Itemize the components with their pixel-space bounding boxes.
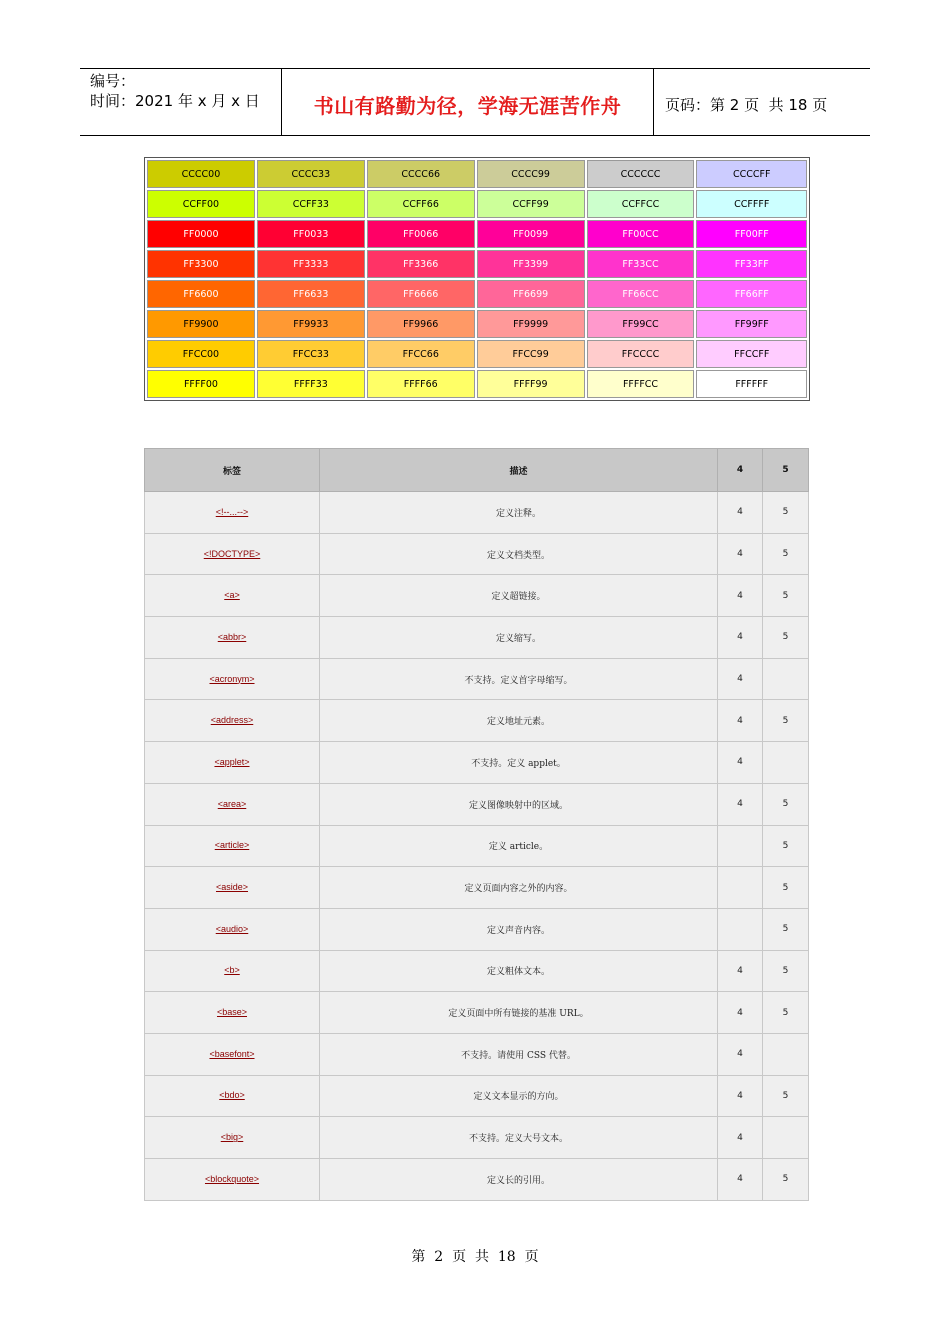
table-row bbox=[145, 825, 809, 867]
color-swatch: CCFFCC bbox=[587, 190, 695, 218]
color-swatch: FFFF66 bbox=[367, 370, 475, 398]
tag-link[interactable]: <article> bbox=[214, 840, 250, 851]
table-row bbox=[145, 533, 809, 575]
color-swatch: CCCCCC bbox=[587, 160, 695, 188]
table-row bbox=[145, 1033, 809, 1075]
table-row bbox=[145, 1075, 809, 1117]
header-description: 描述 bbox=[320, 449, 718, 492]
tag-cell bbox=[145, 1033, 320, 1075]
html4-support-cell: 4 bbox=[718, 992, 763, 1034]
description-cell: 不支持。定义首字母缩写。 bbox=[320, 658, 718, 700]
tag-link[interactable]: <blockquote> bbox=[204, 1173, 260, 1184]
table-row bbox=[145, 950, 809, 992]
color-table bbox=[144, 157, 810, 401]
html5-support-cell bbox=[763, 1033, 809, 1075]
color-swatch: FFCC00 bbox=[147, 340, 255, 368]
tag-cell bbox=[145, 1075, 320, 1117]
tag-link[interactable]: <bdo> bbox=[219, 1090, 245, 1101]
color-swatch: CCFFFF bbox=[696, 190, 807, 218]
html5-support-cell: 5 bbox=[763, 617, 809, 659]
html4-support-cell: 4 bbox=[718, 1117, 763, 1159]
tag-cell bbox=[145, 492, 320, 534]
color-swatch: FFCC66 bbox=[367, 340, 475, 368]
color-swatch: FFFF00 bbox=[147, 370, 255, 398]
tag-cell bbox=[145, 742, 320, 784]
description-cell: 定义长的引用。 bbox=[320, 1159, 718, 1201]
table-row bbox=[145, 700, 809, 742]
html5-support-cell: 5 bbox=[763, 950, 809, 992]
header-html5: 5 bbox=[763, 449, 809, 492]
color-swatch: FF33FF bbox=[696, 250, 807, 278]
color-row bbox=[147, 310, 807, 338]
color-swatch: FFFFCC bbox=[587, 370, 695, 398]
time-label: 时间：2021 年 x 月 x 日 bbox=[90, 92, 260, 110]
description-cell: 定义文档类型。 bbox=[320, 533, 718, 575]
html5-support-cell: 5 bbox=[763, 783, 809, 825]
tag-link[interactable]: <applet> bbox=[214, 756, 250, 767]
table-row bbox=[145, 867, 809, 909]
table-row bbox=[145, 908, 809, 950]
html4-support-cell: 4 bbox=[718, 492, 763, 534]
tag-link[interactable]: <big> bbox=[220, 1132, 244, 1143]
color-swatch: FF3333 bbox=[257, 250, 365, 278]
html4-support-cell: 4 bbox=[718, 783, 763, 825]
html5-support-cell bbox=[763, 658, 809, 700]
tag-link[interactable]: <a> bbox=[224, 590, 240, 601]
tag-link[interactable]: <basefont> bbox=[209, 1048, 255, 1059]
color-row bbox=[147, 190, 807, 218]
color-swatch: FF3366 bbox=[367, 250, 475, 278]
html4-support-cell bbox=[718, 867, 763, 909]
html5-support-cell: 5 bbox=[763, 1075, 809, 1117]
description-cell: 不支持。请使用 CSS 代替。 bbox=[320, 1033, 718, 1075]
color-row bbox=[147, 250, 807, 278]
color-swatch: FF0099 bbox=[477, 220, 585, 248]
html5-support-cell bbox=[763, 742, 809, 784]
html4-support-cell: 4 bbox=[718, 1075, 763, 1117]
tag-cell bbox=[145, 908, 320, 950]
description-cell: 定义声音内容。 bbox=[320, 908, 718, 950]
color-row bbox=[147, 220, 807, 248]
html4-support-cell: 4 bbox=[718, 1159, 763, 1201]
color-swatch: CCCC33 bbox=[257, 160, 365, 188]
description-cell: 定义页面中所有链接的基准 URL。 bbox=[320, 992, 718, 1034]
tag-cell bbox=[145, 658, 320, 700]
html4-support-cell: 4 bbox=[718, 658, 763, 700]
table-row bbox=[145, 742, 809, 784]
description-cell: 定义缩写。 bbox=[320, 617, 718, 659]
table-row bbox=[145, 1117, 809, 1159]
description-cell: 定义文本显示的方向。 bbox=[320, 1075, 718, 1117]
header-html4: 4 bbox=[718, 449, 763, 492]
tag-link[interactable]: <area> bbox=[217, 798, 247, 809]
tag-cell bbox=[145, 575, 320, 617]
color-swatch: FF0066 bbox=[367, 220, 475, 248]
color-swatch: FFFFFF bbox=[696, 370, 807, 398]
tag-cell bbox=[145, 825, 320, 867]
page-header bbox=[80, 68, 870, 136]
header-tag: 标签 bbox=[145, 449, 320, 492]
color-swatch: FFFF33 bbox=[257, 370, 365, 398]
html5-support-cell: 5 bbox=[763, 825, 809, 867]
table-row bbox=[145, 658, 809, 700]
table-row bbox=[145, 617, 809, 659]
color-swatch: FF33CC bbox=[587, 250, 695, 278]
header-meta bbox=[80, 69, 282, 135]
table-row bbox=[145, 992, 809, 1034]
tag-cell bbox=[145, 783, 320, 825]
tag-table-header-row bbox=[145, 449, 809, 492]
color-swatch: FF9900 bbox=[147, 310, 255, 338]
tag-cell bbox=[145, 1117, 320, 1159]
color-swatch: FF9966 bbox=[367, 310, 475, 338]
color-swatch: FFCCCC bbox=[587, 340, 695, 368]
color-row bbox=[147, 340, 807, 368]
tag-cell bbox=[145, 950, 320, 992]
color-swatch: FF66FF bbox=[696, 280, 807, 308]
description-cell: 定义注释。 bbox=[320, 492, 718, 534]
color-swatch: FFCC99 bbox=[477, 340, 585, 368]
color-swatch: CCFF99 bbox=[477, 190, 585, 218]
tag-cell bbox=[145, 1159, 320, 1201]
tag-link[interactable]: <aside> bbox=[215, 882, 249, 893]
color-swatch: FF66CC bbox=[587, 280, 695, 308]
html5-support-cell: 5 bbox=[763, 908, 809, 950]
table-row bbox=[145, 1159, 809, 1201]
color-swatch: FF0033 bbox=[257, 220, 365, 248]
color-swatch: FF9933 bbox=[257, 310, 365, 338]
color-swatch: CCFF33 bbox=[257, 190, 365, 218]
color-swatch: CCFF00 bbox=[147, 190, 255, 218]
color-swatch: FF00CC bbox=[587, 220, 695, 248]
tag-cell bbox=[145, 992, 320, 1034]
html5-support-cell: 5 bbox=[763, 867, 809, 909]
tag-cell bbox=[145, 700, 320, 742]
color-swatch: CCCC00 bbox=[147, 160, 255, 188]
table-row bbox=[145, 492, 809, 534]
table-row bbox=[145, 575, 809, 617]
color-swatch: FF9999 bbox=[477, 310, 585, 338]
color-swatch: FF3399 bbox=[477, 250, 585, 278]
html4-support-cell: 4 bbox=[718, 617, 763, 659]
color-swatch: FF6666 bbox=[367, 280, 475, 308]
color-swatch: FF00FF bbox=[696, 220, 807, 248]
color-swatch: CCCCFF bbox=[696, 160, 807, 188]
tag-link[interactable]: <base> bbox=[216, 1007, 248, 1018]
description-cell: 定义超链接。 bbox=[320, 575, 718, 617]
description-cell: 定义粗体文本。 bbox=[320, 950, 718, 992]
tag-link[interactable]: <!--...--> bbox=[215, 506, 249, 517]
color-swatch: FF3300 bbox=[147, 250, 255, 278]
html4-support-cell: 4 bbox=[718, 700, 763, 742]
tag-table bbox=[144, 448, 809, 1201]
color-swatch: CCFF66 bbox=[367, 190, 475, 218]
color-swatch: FF6633 bbox=[257, 280, 365, 308]
html4-support-cell: 4 bbox=[718, 575, 763, 617]
description-cell: 定义 article。 bbox=[320, 825, 718, 867]
html4-support-cell: 4 bbox=[718, 950, 763, 992]
color-swatch: FF6600 bbox=[147, 280, 255, 308]
description-cell: 不支持。定义大号文本。 bbox=[320, 1117, 718, 1159]
html4-support-cell: 4 bbox=[718, 533, 763, 575]
color-swatch: FF99FF bbox=[696, 310, 807, 338]
tag-cell bbox=[145, 533, 320, 575]
color-swatch: FF99CC bbox=[587, 310, 695, 338]
html5-support-cell bbox=[763, 1117, 809, 1159]
color-row bbox=[147, 280, 807, 308]
color-swatch: CCCC66 bbox=[367, 160, 475, 188]
description-cell: 定义地址元素。 bbox=[320, 700, 718, 742]
html5-support-cell: 5 bbox=[763, 700, 809, 742]
html4-support-cell bbox=[718, 825, 763, 867]
html5-support-cell: 5 bbox=[763, 575, 809, 617]
description-cell: 定义页面内容之外的内容。 bbox=[320, 867, 718, 909]
description-cell: 不支持。定义 applet。 bbox=[320, 742, 718, 784]
color-row bbox=[147, 370, 807, 398]
color-swatch: FFFF99 bbox=[477, 370, 585, 398]
color-row bbox=[147, 160, 807, 188]
html5-support-cell: 5 bbox=[763, 533, 809, 575]
header-page-info: 页码：第 2 页 共 18 页 bbox=[665, 95, 828, 114]
tag-link[interactable]: <address> bbox=[210, 715, 254, 726]
html4-support-cell: 4 bbox=[718, 742, 763, 784]
color-swatch: FFCCFF bbox=[696, 340, 807, 368]
html4-support-cell bbox=[718, 908, 763, 950]
color-swatch: FF0000 bbox=[147, 220, 255, 248]
color-swatch: FF6699 bbox=[477, 280, 585, 308]
html5-support-cell: 5 bbox=[763, 1159, 809, 1201]
html5-support-cell: 5 bbox=[763, 992, 809, 1034]
html4-support-cell: 4 bbox=[718, 1033, 763, 1075]
tag-link[interactable]: <audio> bbox=[215, 923, 249, 934]
table-row bbox=[145, 783, 809, 825]
tag-link[interactable]: <acronym> bbox=[209, 673, 255, 684]
color-swatch: CCCC99 bbox=[477, 160, 585, 188]
header-motto: 书山有路勤为径，学海无涯苦作舟 bbox=[282, 69, 654, 135]
tag-link[interactable]: <!DOCTYPE> bbox=[203, 548, 261, 559]
page-footer: 第 2 页 共 18 页 bbox=[411, 1249, 539, 1265]
tag-link[interactable]: <b> bbox=[224, 965, 240, 976]
html5-support-cell: 5 bbox=[763, 492, 809, 534]
tag-cell bbox=[145, 867, 320, 909]
number-label: 编号： bbox=[90, 72, 136, 90]
description-cell: 定义图像映射中的区域。 bbox=[320, 783, 718, 825]
color-swatch: FFCC33 bbox=[257, 340, 365, 368]
tag-link[interactable]: <abbr> bbox=[217, 631, 247, 642]
tag-cell bbox=[145, 617, 320, 659]
